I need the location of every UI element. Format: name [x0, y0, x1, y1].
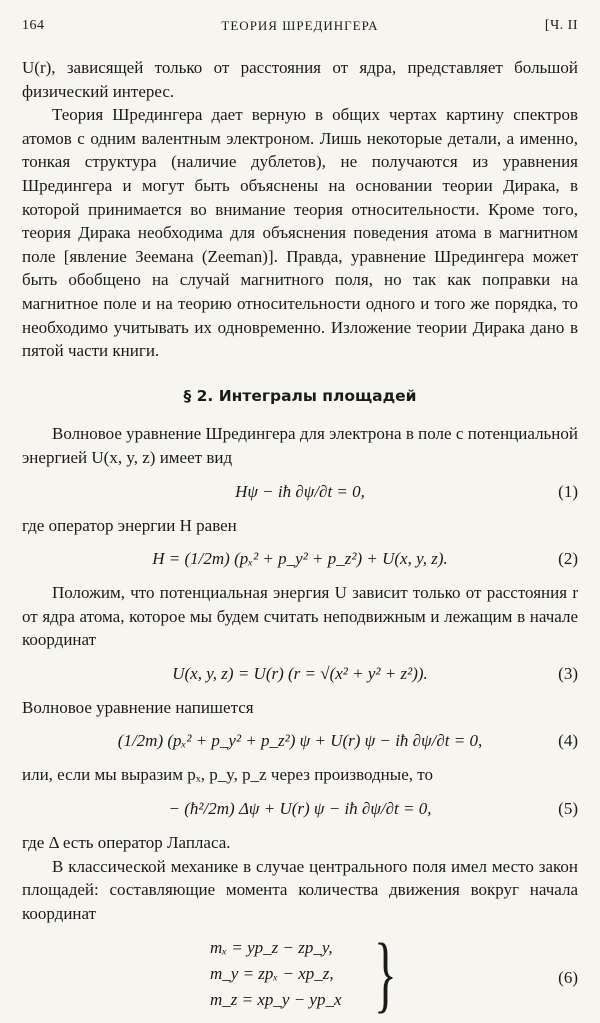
equation-5-body: − (ħ²/2m) Δψ + U(r) ψ − iħ ∂ψ/∂t = 0,	[168, 799, 432, 819]
paragraph-5: Положим, что потенциальная энергия U зависит только от расстояния r от ядра атома, которое мы будем считать неподвижным и лежащим в начале координат	[22, 583, 578, 650]
equation-3-number: (3)	[558, 663, 578, 683]
equation-system-6	[22, 925, 578, 1023]
equation-6-number: (6)	[558, 968, 578, 988]
equation-4	[22, 725, 578, 757]
equation-4-number: (4)	[558, 731, 578, 751]
paragraph-3: Волновое уравнение Шредингера для электрона в поле с потенциальной энергией U(x, y, z) имеет вид	[22, 424, 578, 467]
equation-2-body: H = (1/2m) (pₓ² + p_y² + p_z²) + U(x, y, z).	[152, 549, 448, 569]
right-brace: }	[374, 925, 397, 1022]
equation-system-line: m_y = zpₓ − xp_z,	[210, 964, 334, 984]
equation-2	[22, 543, 578, 575]
equation-3-body: U(x, y, z) = U(r) (r = √(x² + y² + z²)).	[172, 663, 428, 683]
paragraph-1: U(r), зависящей только от расстояния от ядра, представляет большой физический интерес.	[22, 58, 578, 101]
equation-1-body: Hψ − iħ ∂ψ/∂t = 0,	[235, 481, 365, 501]
equation-4-body: (1/2m) (pₓ² + p_y² + p_z²) ψ + U(r) ψ − iħ ∂ψ/∂t = 0,	[117, 731, 483, 751]
section-heading: § 2. Интегралы площадей	[183, 386, 417, 405]
paragraph-7: или, если мы выразим pₓ, p_y, p_z через производные, то	[22, 765, 433, 785]
equation-3	[22, 658, 578, 690]
paragraph-9: В классической механике в случае центрального поля имел место закон площадей: составляющие момента количества движения вокруг начала координат	[22, 856, 578, 923]
equation-5	[22, 793, 578, 825]
paragraph-6: Волновое уравнение напишется	[22, 697, 254, 717]
equation-5-number: (5)	[558, 799, 578, 819]
equation-system-line: mₓ = yp_z − zp_y,	[210, 938, 333, 958]
equation-2-number: (2)	[558, 549, 578, 569]
equation-1-number: (1)	[558, 481, 578, 501]
page-body	[22, 56, 578, 1023]
equation-system-line: m_z = xp_y − yp_x	[210, 990, 342, 1010]
running-head	[22, 18, 578, 40]
page-number: 164	[22, 18, 45, 33]
paragraph-2: Теория Шредингера дает верную в общих чертах картину спектров атомов с одним валентным электроном. Лишь некоторые детали, а именно, тонкая структура (наличие дублетов), не получаются из уравнения Шредингера и могут быть объяснены на основании теории Дирака, в которой принимается во внимание теория относительности. Кроме того, теория Дирака необходима для объяснения поведения атома в магнитном поле [явление Зеемана (Zeeman)]. Правда, уравнение Шредингера может быть обобщено на случай магнитного поля, но так как поправки на магнитное поле и на теорию относительности одного и того же порядка, то необходимо учитывать их одновременно. Изложение теории Дирака дано в пятой части книги.	[22, 105, 578, 361]
paragraph-4: где оператор энергии H равен	[22, 515, 237, 535]
paragraph-8: где Δ есть оператор Лапласа.	[22, 833, 231, 853]
equation-1	[22, 476, 578, 508]
chapter-label: [Ч. II	[544, 18, 578, 33]
running-title: ТЕОРИЯ ШРЕДИНГЕРА	[221, 18, 379, 33]
equation-system-lines	[210, 935, 342, 1013]
